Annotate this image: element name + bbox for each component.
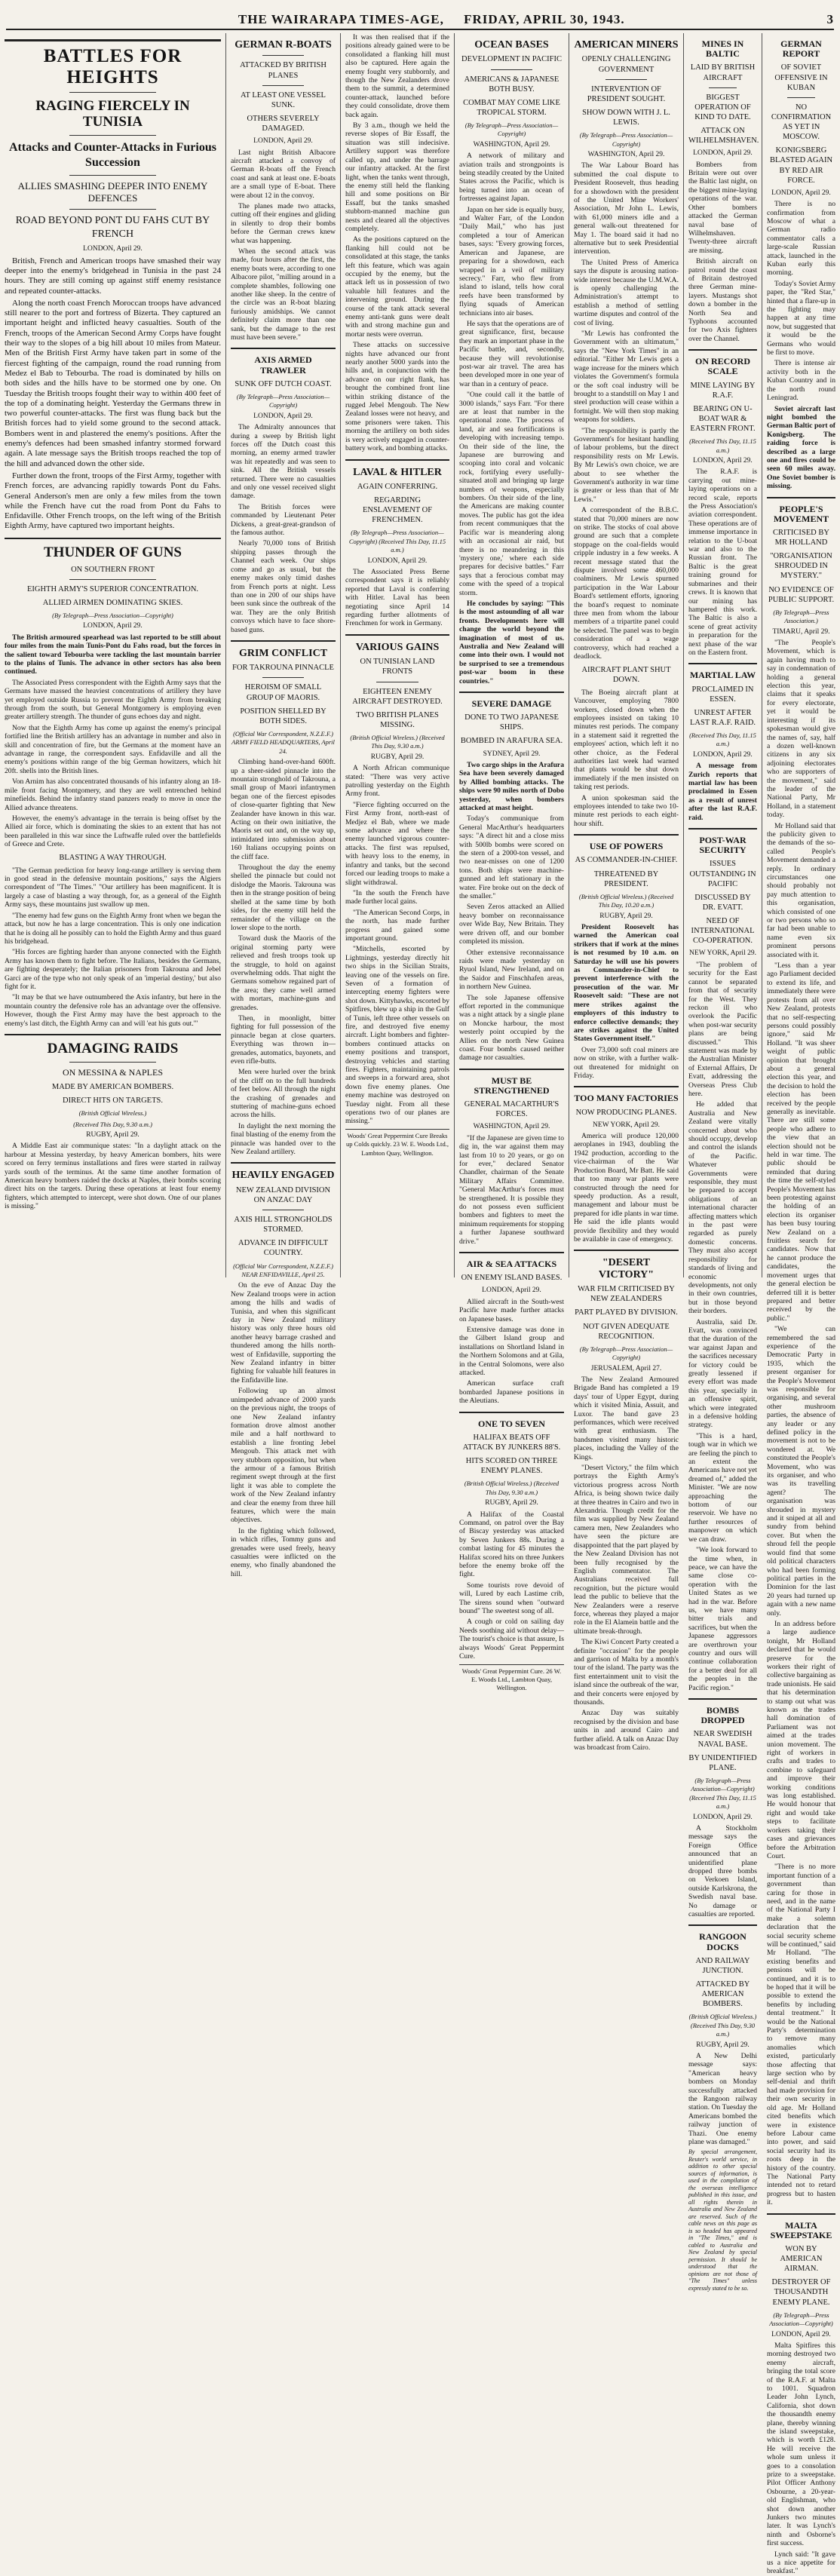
deck: OPENLY CHALLENGING GOVERNMENT <box>581 55 671 74</box>
paragraph: A New Delhi message says: "American heavy bombers on Monday successfully attacked the Rangoon railway station. On Tuesday the Americans bombed the railway junction of Thazi. One enemy plane was damaged." <box>688 2052 757 2147</box>
deck: OF SOVIET OFFENSIVE IN KUBAN <box>774 63 828 92</box>
headline-miners: AMERICAN MINERS <box>574 39 679 51</box>
deck: NOW PRODUCING PLANES. <box>575 1108 677 1117</box>
headline-people: PEOPLE'S MOVEMENT <box>773 503 829 524</box>
paragraph: In daylight the next morning the final blasting of the enemy from the pinnacle was handed over to the New Zealand artillery. <box>231 1121 336 1157</box>
paragraph: "We look forward to the time when, in peace, we can have the same close co-operation with the United States as we had in the war. Before us, we have many bitter trials and sacrifices, but when the Japanese aggressors are overthrown your country and ours will continue collaboration for a better deal for all the peoples in the Pacific region." <box>688 1546 757 1692</box>
lead-dateline: LONDON, April 29. <box>83 245 143 253</box>
deck: NEW ZEALAND DIVISION ON ANZAC DAY <box>235 1185 331 1204</box>
deck: TWO BRITISH PLANES MISSING. <box>356 710 439 729</box>
paragraph: He concludes by saying: "This is the most astounding of all war fronts. Developments here will change the world beyond the imagination of most of us. Australia and New Zealand will come into their own. I would not be surprised to see a tremendous post-war boom in these countries." <box>459 599 564 685</box>
credit: (Official War Correspondent, N.Z.E.F.) ARMY FIELD HEADQUARTERS, April 24. <box>231 729 335 755</box>
dateline: LONDON, April 29. <box>693 1813 753 1821</box>
deck: EIGHTEEN ENEMY AIRCRAFT DESTROYED. <box>352 687 443 706</box>
paragraph: Today's communique from General MacArthur's headquarters says: "A direct hit and a close miss with 500lb bombs were scored on the stern of a 2000-ton vessel, and two near-misses on one of 1200 tons. Both ships were machine-gunned and left stationary in the water. Fire broke out on the deck of the smaller." <box>459 814 564 901</box>
deck: WAR FILM CRITICISED BY NEW ZEALANDERS <box>578 1285 675 1304</box>
article-body <box>459 761 564 812</box>
paragraph: The War Labour Board has submitted the coal dispute to President Roosevelt, thus heading for a showdown with the president of the United Mine Workers' Association, Mr John L. Lewis, with 61,000 miners idle and a general walk-out threatened for May 1. The board said it had no alternative but to seek Presidential intervention. <box>574 161 679 256</box>
deck: AMERICANS & JAPANESE BOTH BUSY. <box>464 75 559 94</box>
credit: (By Telegraph—Press Association—Copyright) (Received This Day, 11.15 a.m.) <box>689 1776 756 1811</box>
headline-various: VARIOUS GAINS <box>355 641 440 653</box>
paragraph: "In the south the French have made further local gains. <box>345 888 449 906</box>
deck: HALIFAX BEATS OFF ATTACK BY JUNKERS 88'S. <box>462 1433 561 1452</box>
paragraph: "This is a hard, tough war in which we are feeling the pinch to an extent the Americans have not yet dreamed of," added the Minister. "We are now approaching the bottom of our reservoir. We have no further resources of manpower on which we can draw. <box>688 1431 757 1544</box>
paragraph: Along the north coast French Moroccan troops have advanced still nearer to the port and fortress of Bizerta. They captured an important height and inflicted heavy casualties. South of the French, troops of the American Second Army Corps have fought their way to the slopes of a big hill about 10 miles from Mateur. Men of the British First Army have taken part in some of the fiercest fighting of the campaign, round the road running from Medez el Bab to Tebourba. The road is dominated by hills on both sides and the hills have to be stormed one by one. On Tuesday the British troops fought their way to within 400 feet of the top of a dominating height. Yesterday the Germans threw in two powerful counter-attacks. The first was flung back but the British forces had to yield some ground to the second attack. Bombers went in and plastered the enemy's positions. After the enemy's defences had been smashed infantry stormed forward again. A late message says the British troops reached the top of the hill and advanced down the other side. <box>5 298 221 468</box>
column-6-content-visible <box>684 33 762 2292</box>
deck: DIRECT HITS ON TARGETS. <box>63 1096 163 1105</box>
deck: GENERAL MACARTHUR'S FORCES. <box>464 1100 559 1119</box>
paragraph: American surface craft bombarded Japanese positions in the Aleutians. <box>459 1379 564 1406</box>
headline-ocean: OCEAN BASES <box>474 39 549 51</box>
deck: KONIGSBERG BLASTED AGAIN BY RED AIR FORCE. <box>769 146 833 185</box>
paragraph: Japan on her side is equally busy, and Walter Farr, of the London "Daily Mail," who has just completed a tour of American bases, says: "Every growing forces, American and Japanese, are preparing for a showdown, each wrapped in a veil of military secrecy." Farr, who flew from island to island, tells how coral reefs have been transformed by flying squads of American technicians into air bases. <box>459 205 564 317</box>
column-5 <box>569 33 684 1753</box>
headline-record: ON RECORD SCALE <box>694 356 750 377</box>
paragraph: Seven Zeros attacked an Allied heavy bomber on reconnaissance over Wide Bay, New Britain. They were driven off, and our bomber completed its mission. <box>459 903 564 946</box>
paragraph: "If the Japanese are given time to dig in, the war against them may last from 10 to 20 years, or go on for ever," declared Senator Chandler, chairman of the Senate Military Affairs Committee. "General MacArthur's forces must be strengthened. It is possible they do not possess even sufficient bombers and fighters to meet the minimum requirements for stopping a further Japanese southward drive." <box>459 1133 564 1246</box>
column-1 <box>0 33 226 1277</box>
paragraph: The Admiralty announces that during a sweep by British light forces off the Dutch coast this morning, an enemy armed trawler was hit repeatedly and was seen to sink. All the British vessels returned. There were no casualties and only one vessel received slight damage. <box>231 423 336 501</box>
credit: (By Telegraph—Press Association—Copyright) <box>579 1345 673 1362</box>
credit: (By Telegraph—Press Association—Copyright) <box>579 131 673 148</box>
paragraph: The New Zealand Armoured Brigade Band has completed a 19 days' tour of Upper Egypt, during which it visited Minia, Assuit, and Luxor. The band gave 23 performances, which were received with great enthusiasm. The bandsmen visited many historic places, including the Valley of the Kings. <box>574 1375 679 1461</box>
paragraph: The planes made two attacks, cutting off their engines and gliding in silently to drop their bombs before the German crews knew what was happening. <box>231 201 336 245</box>
headline-report: GERMAN REPORT <box>780 38 822 60</box>
headline-must: MUST BE STRENGTHENED <box>474 1075 550 1096</box>
credit: (British Official Wireless.) <box>78 1109 147 1118</box>
headline-severe: SEVERE DAMAGE <box>471 698 552 710</box>
paragraph: America will produce 120,000 aeroplanes in 1943, doubling the 1942 production, according to the vice-chairman of the War Production Board, Mr Batt. He said that too many war plants were constructed through the need for speedy production. As a result, management and labour must be prepared for idle plants in war time. He said the idle plants would provide flexibility and they would be available in case of emergency. <box>574 1132 679 1244</box>
paragraph: "Mr Lewis has confronted the Government with an ultimatum," says the "New York Times" in an editorial. "Either Mr Lewis gets a wage increase for the miners which violates the Government's formula or the soft coal industry will be brought to a standstill on May 1 and steel production will cease within a fortnight. We will then stop making weapons for soldiers. <box>574 330 679 425</box>
paragraph: The Kiwi Concert Party created a definite "occasion" for the people and garrison of Malta by a month's tour of the island. The party was the first entertainment unit to visit the island since the outbreak of the war, and their concerts were enjoyed by thousands. <box>574 1638 679 1707</box>
dateline: RUGBY, April 29. <box>370 753 425 761</box>
paragraph: The British forces were commanded by Lieutenant Peter Dickens, a great-great-grandson of the famous author. <box>231 502 336 538</box>
headline-postwar: POST-WAR SECURITY <box>699 835 746 856</box>
deck: ATTACK ON WILHELMSHAVEN. <box>688 127 759 146</box>
headline-martial: MARTIAL LAW <box>689 670 756 681</box>
paragraph: British aircraft on patrol round the coast of Britain destroyed three German mine-layers. Mustangs shot down a bomber in the North Sea and Typhoons accounted for two Axis fighters over the Channel. <box>688 257 757 343</box>
paragraph: President Roosevelt has warned the American coal strikers that if work at the mines is not resumed by 10 a.m. on Saturday he will use his powers as Commander-in-Chief to prevent interference with the prosecution of the war. Mr Roosevelt said: "These are not mere strikes against the employers of this industry to enforce collective demands; they are strikes against the United States Government itself." <box>574 923 679 1044</box>
headline-laval: LAVAL & HITLER <box>353 466 442 478</box>
deck: BIGGEST OPERATION OF KIND TO DATE. <box>694 93 751 121</box>
deck: SHOW DOWN WITH J. L. LEWIS. <box>582 108 670 127</box>
dateline: NEW YORK, April 29. <box>593 1121 660 1129</box>
deck: UNREST AFTER LAST R.A.F. RAID. <box>689 708 756 727</box>
deck: PART PLAYED BY DIVISION. <box>575 1308 678 1317</box>
article-body <box>688 762 757 822</box>
paragraph: The sole Japanese offensive effort reported in the communique was a night attack by a single plane on Moncke harbour, the most westerly point occupied by the Allies on the north New Guinea coast. Four bombs caused neither damage nor casualties. <box>459 993 564 1063</box>
paragraph: Toward dusk the Maoris of the original storming party were relieved and fresh troops took up the struggle, to hold on against overwhelming odds. That night the Germans somehow regained part of the area; they came well armed with mortars, machine-guns and grenades. <box>231 934 336 1012</box>
dateline: LONDON, April 29. <box>693 149 753 158</box>
deck: THREATENED BY PRESIDENT. <box>593 869 659 888</box>
deck: DONE TO TWO JAPANESE SHIPS. <box>464 713 559 732</box>
paragraph: Following up an almost unimpeded advance of 2000 yards on the previous night, the troops of one New Zealand infantry formation drove almost another mile and a half northward to establish a line fronting Jebel Mengoub. This attack met with very stubborn opposition, but when the armour of a famous British regiment swept through at the first light it was able to complete the work of the New Zealand infantry and clear the enemy from three hill features, which were the main objectives. <box>231 1387 336 1525</box>
dateline: LONDON, April 29. <box>253 412 313 420</box>
paragraph: "The German prediction for heavy long-range artillery is serving them in good stead in the defensive mountain positions," says the Algiers correspondent of "The Times." "Our artillery has been magnificent. It is largely a case of blasting a way through, for, as a general of the Eighth Army says, these mountains just swallow up men. <box>5 866 221 909</box>
credit: (British Official Wireless.) (Received This Day, 9.30 a.m.) <box>688 2013 757 2038</box>
credit: (British Official Wireless.) (Received This Day, 9.30 a.m.) <box>350 734 445 750</box>
deck: PROCLAIMED IN ESSEN. <box>691 685 754 704</box>
paragraph: A Stockholm message says the Foreign Office announced that an unidentified plane dropped three bombs on Verkoen Island, outside Karlskrona, the Swedish naval base. No damage or casualties are reported. <box>688 1823 757 1918</box>
paragraph: "The problem of security for the East cannot be separated from that of security for the West. They reckon ill who overlook the Pacific when post-war security plans are being discussed." This statement was made by the Australian Minister of External Affairs, Dr Evatt, addressing the Overseas Press Club here. <box>688 960 757 1098</box>
credit: (By Telegraph—Press Association—Copyright) (Received This Day, 11.15 a.m.) <box>348 529 446 554</box>
paragraph: Malta Spitfires this morning destroyed two enemy aircraft, bringing the total score of the R.A.F. at Malta to 1001. Squadron Leader John Lynch, California, shot down the thousandth enemy plane, thereby winning the island sweepstake, which is worth £128. He will receive the whole sum unless it goes to a consolation prize to a sweepstake. Pilot Officer Anthony Osbourne, a 20-year-old Englishman, who shot down another Junkers two minutes later. It was Lynch's ninth and Osborne's first success. <box>767 2341 835 2548</box>
paragraph: Allied aircraft in the South-west Pacific have made further attacks on Japanese bases. <box>459 1297 564 1323</box>
paragraph: "Less than a year ago Parliament decided to extend its life, and immediately there were protests from all over New Zealand, protests that no self-respecting persons could possibly ignore," said Mr Holland. "It was sheer weight of public opinion that brought about a general election this year, and the decision to hold the election has been received by the people generally as inevitable. There are still some people who adhere to the view that an election should not be held in war time. The public should be reminded that during the time the self-styled People's Movement has been protesting against the holding of an election its organiser has been busy touring New Zealand on a fruitless search for candidates. Now that he cannot produce the candidates, the movement urges that the general election be deferred till it is better prepared and better received by the public." <box>767 961 835 1323</box>
deck: HEROISM OF SMALL GROUP OF MAORIS. <box>244 683 322 702</box>
credit: (Received This Day, 11.15 a.m.) <box>689 731 756 748</box>
dateline: RUGBY, April 29. <box>696 2041 750 2049</box>
article-body <box>5 633 221 676</box>
dateline: LONDON, April 29. <box>693 750 753 759</box>
paragraph: The United Press of America says the dispute is arousing nation-wide interest because the U.M.W.A. is openly challenging the Administration's attempt to establish a method of settling wartime disputes and control of the cost of living. <box>574 258 679 327</box>
paragraph: On the eve of Anzac Day the New Zealand troops were in action among the hills and wadis of Tunisia, and when this significant day in New Zealand military history was only three hours old another heavy barrage crashed and thundered among the hills north-west of Enfidaville, supporting the New Zealand infantry in bitter fighting for valuable hill features in the Enfidaville line. <box>231 1281 336 1385</box>
paragraph: A message from Zurich reports that martial law has been proclaimed in Essen as a result of unrest after the last R.A.F. raid. <box>688 762 757 822</box>
headline-raids: DAMAGING RAIDS <box>47 1040 179 1056</box>
paragraph: By 3 a.m., though we held the reverse slopes of Bir Essaff, the situation was still indecisive. Artillery support was therefore called up, and under the barrage our infantry attacked. At the first light, when the tanks went through, the enemy still held the flanking hill and some positions on Bir Essaff, but the tanks smashed stubborn-manned machine gun nests and cleared all the objectives completely. <box>345 121 449 233</box>
paragraph: Other extensive reconnaissance raids were made yesterday on Ryuol Island, New Ireland, and on the Saidor and Finschhafen areas, in northern New Guinea. <box>459 948 564 992</box>
headline-powers: USE OF POWERS <box>589 841 664 852</box>
deck: NEAR SWEDISH NAVAL BASE. <box>693 1730 753 1749</box>
column-3 <box>341 33 455 1277</box>
deck: WON BY AMERICAN AIRMAN. <box>780 2244 823 2274</box>
paragraph: "It may be that we have outnumbered the Axis infantry, but here in the mountain country the defensive role has an advantage over the offensive. However, though the First Army may have the best approach to the enemy's last ditch, the Eighth Army can and will 'eat his guts out.'" <box>5 993 221 1028</box>
dateline: LONDON, April 29. <box>83 622 143 630</box>
headline-baltic: MINES IN BALTIC <box>701 38 744 60</box>
credit: (Received This Day, 9.30 a.m.) <box>73 1120 152 1128</box>
dateline: LONDON, April 29. <box>482 1286 541 1295</box>
deck: AT LEAST ONE VESSEL SUNK. <box>241 90 326 109</box>
deck: AGAIN CONFERRING. <box>357 482 438 491</box>
paragraph: "We can remembered the sad experience of the Democratic Party in 1935, which the present organiser for the People's Movement was responsible for organising, and several other mushroom parties, the absence of any leader or any defined policy in the movement is not to be wondered at. We constituted the People's Movement, who was its organiser, and who was its travelling agent? The organisation was shrouded in mystery and it sniped at all and sundry from behind cover. But when the shroud fell the people would find that some old political characters who had been forming political parties in the Dominion for the last 20 years had turned up again with a new name only. <box>767 1325 835 1618</box>
paragraph: "The American Second Corps, in the north, has made further progress and gained some important ground. <box>345 908 449 943</box>
headline-rboats: GERMAN R-BOATS <box>235 39 332 51</box>
dateline: TIMARU, April 29. <box>772 627 830 636</box>
deck: BEARING ON U-BOAT WAR & EASTERN FRONT. <box>690 404 756 434</box>
paragraph: "The responsibility is partly the Government's for hesitant handling of labour problems, but the direct responsibility rests on Mr Lewis. By Mr Lewis's own choice, we are about to see whether the Government's authority in war time is greater or less than that of Mr Lewis." <box>574 426 679 504</box>
credit: (Received This Day, 11.15 a.m.) <box>689 437 756 454</box>
deck: DISCUSSED BY DR. EVATT. <box>694 893 751 912</box>
headline-rangoon: RANGOON DOCKS <box>699 1931 746 1952</box>
paragraph: The Associated Press correspondent with the Eighth Army says that the Germans have massed the heaviest concentrations of artillery they have yet employed outside Russia to prevent the Eighth Army from breaking through from the south, but General Montgomery is employing even greater artillery strength. The thunder of guns echoes day and night. <box>5 678 221 722</box>
paragraph: "One could call it the battle of 3000 islands," says Farr. "For there are at least that number in the operational zone. The process of land, air and sea fortifications is developing with increasing tempo. On their side of the line, the Japanese are burrowing and scooping into coral and volcanic rock, fortifying every usefully-situated atoll and bringing up large numbers of weapons, especially bombers. On their side of the line, the Americans are making counter moves. The public has got the idea from recent communiques that the Pacific war is meandering along with an occasional air raid, but there is no meandering in this 'mystery one,' where each side prepares for decisive battles." Farr says that a ferocious combat may come with the speed of a tropical storm. <box>459 391 564 597</box>
column-7 <box>762 33 840 2576</box>
paragraph: Von Arnim has also concentrated thousands of his infantry along an 18-mile front facing Montgomery, and they are well entrenched behind minefields. Behind the infantry stand panzers ready to move in once the Allied advance threatens. <box>5 777 221 812</box>
paragraph: Today's Soviet Army paper, the "Red Star," hinted that a flare-up in the fighting may happen at any time now, but suggested that it would be the Germans who would be first to move. <box>767 279 835 357</box>
paragraph: Bombers from Britain were out over the Baltic last night, on the biggest mine-laying operations of the war. Other bombers attacked the German naval base of Wilhelmshaven. Twenty-three aircraft are missing. <box>688 160 757 255</box>
paragraph: Then, in moonlight, bitter fighting for full possession of the pinnacle began at close quarters. Everything was thrown in—grenades, automatics, bayonets, and even rifle-butts. <box>231 1014 336 1066</box>
paragraph: Nearly 70,000 tons of British shipping passes through the Channel each week. Our ships come and go as usual, but the enemy makes only timid dashes from French ports at night. Less than one in 200 of our ships have been sunk since the outbreak of the war. They are the only British convoys which have to face shore-based guns. <box>231 539 336 634</box>
paragraph: Men were hurled over the brink of the cliff on to the full hundreds of feet below. All through the night the crashing of grenades and stuttering of machine-guns echoed across the hills. <box>231 1068 336 1120</box>
deck: NEED OF INTERNATIONAL CO-OPERATION. <box>691 917 755 946</box>
deck: SUNK OFF DUTCH COAST. <box>235 379 332 388</box>
credit: (British Official Wireless.) (Received This Day, 9.30 a.m.) <box>464 1480 559 1496</box>
dateline: LONDON, April 29. <box>771 2330 831 2338</box>
credit: (By Telegraph—Press Association—Copyright) <box>236 392 330 409</box>
paragraph: A Middle East air communique states: "In a daylight attack on the harbour at Messina yesterday, by heavy American bombers, hits were scored on ferry terminus installations and fires were started in railway yards south of the terminus. At the same time another formation of American heavy bombers raided the docks at Naples, their bombs scoring direct hits on the targets. During these operations at least four enemy fighters, which attempted to intercept, were shot down. One of our planes is missing." <box>5 1142 221 1211</box>
crosshead: AIRCRAFT PLANT SHUT DOWN. <box>581 665 671 684</box>
paragraph: Over 73,000 soft coal miners are now on strike, with a further walk-out threatened for midnight on Friday. <box>574 1045 679 1080</box>
column-4 <box>455 33 569 1692</box>
paragraph: Now that the Eighth Army has come up against the enemy's principal fortified line the British artillery has an advantage in number and also in skill and concentration of fire, but the Germans at the moment have an advantage in range, the correspondent says. Enfidaville and all the enemy's positions within range of the big German howitzers, which hit 20ft. shells into the British lines. <box>5 723 221 775</box>
advertisement: Woods' Great Peppermint Cure. 26 W. E. Woods Ltd., Lambton Quay, Wellington. <box>459 1664 564 1693</box>
deck: ATTACKED BY BRITISH PLANES <box>240 61 326 80</box>
masthead <box>6 11 834 30</box>
paragraph: "The People's Movement, which is again having much to say in condemnation of holding a general election this year, claims that it speaks for every electorate, yet it would be interesting if its spokesman would give the names of, say, half a dozen well-known citizens in any six adjoining electorates who are supporters of the movement," said the leader of the National Party, Mr Holland, in a statement today. <box>767 639 835 820</box>
credit: (By Telegraph—Press Association.) <box>773 608 829 625</box>
paragraph: Throughout the day the enemy shelled the pinnacle but could not dislodge the Maoris. Takrouna was then in the strange position of being shelled at the same time by both sides, for the enemy still held the remainder of the village on the lower slope to the north. <box>231 863 336 932</box>
dateline: LONDON, April 29. <box>253 137 313 146</box>
deck: MADE BY AMERICAN BOMBERS. <box>51 1082 174 1091</box>
paragraph: Anzac Day was suitably recognised by the division and base units in and around Cairo and further afield. A talk on Anzac Day was broadcast from Cairo. <box>574 1709 679 1753</box>
headline-desert: "DESERT VICTORY" <box>598 1257 655 1280</box>
deck: ON MESSINA & NAPLES <box>62 1066 164 1078</box>
deck: EIGHTH ARMY'S SUPERIOR CONCENTRATION. <box>26 584 199 593</box>
dateline: LONDON, April 29. <box>771 189 831 197</box>
dateline: SYDNEY, April 29. <box>483 750 541 758</box>
paragraph: He says that the operations are of great significance, first, because they mark an important phase in the Pacific battle, and, secondly, because they will revolutionise post-war air travel. The area has been developed more in one year of war than in a century of peace. <box>459 319 564 388</box>
deck: LAID BY BRITISH AIRCRAFT <box>690 63 756 82</box>
article-body <box>459 600 564 685</box>
deck: AXIS HILL STRONGHOLDS STORMED. <box>234 1216 333 1234</box>
deck: BOMBED IN ARAFURA SEA. <box>460 737 563 746</box>
paragraph: British, French and American troops have smashed their way deeper into the enemy's bridgehead in Tunisia in the past 24 hours. They are still coming up against stiff enemy resistance and repeated counter-attacks. <box>5 256 221 296</box>
copyright-notice: By special arrangement, Reuter's world service, in addition to other special sources of information, is used in the compilation of the overseas intelligence published in this issue, and all rights therein in Australia and New Zealand are reserved. Such of the cable news on this page as is so headed has appeared in "The Times," and is cabled to Australia and New Zealand by special permission. It should be understood that the opinions are not those of "The Times" unless expressly stated to be so. <box>688 2148 757 2292</box>
deck: OTHERS SEVERELY DAMAGED. <box>247 114 320 133</box>
paragraph: A correspondent of the B.B.C. stated that 70,000 miners are now on strike. The stocks of coal above ground are such that a complete stoppage on the coal-fields would cripple industry in a few weeks. A recent message stated that the dispute involved some 460,000 coalminers. Mr Lewis spurned participation in the War Labour Board's settlement efforts, ignoring the board's request to nominate three men from whom the labour members of a tripartite panel could be selected. The panel was to begin consideration of a wage controversy, which had reached a deadlock. <box>574 506 679 661</box>
advertisement: Woods' Great Peppermint Cure Breaks up Colds quickly. 23 W. E. Woods Ltd., Lambton Quay, Wellington. <box>345 1129 449 1158</box>
paragraph: The British armoured spearhead was last reported to be still about four miles from the main Tunis-Pont du Fahs road, but the forces in the salient toward Tebourba were tackling the last mountain barrier to the plains of Tunis. The advance in other sectors has also been continued. <box>5 633 221 676</box>
deck: FOR TAKROUNA PINNACLE <box>232 664 334 673</box>
headline-trawler: AXIS ARMED TRAWLER <box>254 354 312 376</box>
deck: REGARDING ENSLAVEMENT OF FRENCHMEN. <box>362 496 433 525</box>
dateline: WASHINGTON, April 29. <box>473 140 550 149</box>
paragraph: He added that Australia and New Zealand were vitally concerned about who should occupy, develop and control the islands of the Pacific. Whatever Governments were responsible, they must be prepared to accept obligations of an international character affecting matters which in the past were regarded as purely domestic concerns. They must also accept responsibility for standards of living and economic developments, not only in their own countries, but in those beyond their borders. <box>688 1100 757 1316</box>
lead-deck-3: ROAD BEYOND PONT DU FAHS CUT BY FRENCH <box>15 215 210 240</box>
paragraph: "The enemy had few guns on the Eighth Army front when we began the attack, but now he has a large concentration. This is only one indication that he is doing all he possibly can to hold the Eighth Army and thus guard his bridgehead. <box>5 911 221 946</box>
deck: POSITION SHELLED BY BOTH SIDES. <box>240 707 326 725</box>
paragraph: When the second attack was made, four hours after the first, the enemy boats were, according to one Albacore pilot, "milling around in a complete shambles, following one another like sheep. In the centre of the circle was an R-boat blazing furiously amidships. We cannot definitely claim more than one sank, but the damage to the rest must have been severe." <box>231 247 336 342</box>
deck: COMBAT MAY COME LIKE TROPICAL STORM. <box>463 98 560 117</box>
dateline: LONDON, April 29. <box>367 557 428 565</box>
paragraph: Mr Holland said that the publicity given to the demands of the so-called People's Movement demanded a reply. In ordinary circumstances one should probably not pay much attention to this organisation, which consisted of one or two persons who so far had been unable to name even six prominent persons associated with it. <box>767 821 835 959</box>
deck: INTERVENTION OF PRESIDENT SOUGHT. <box>587 84 666 103</box>
lead-deck: Attacks and Counter-Attacks in Furious Succession <box>9 140 216 169</box>
headline-seven: ONE TO SEVEN <box>478 1418 545 1429</box>
deck: ON ENEMY ISLAND BASES. <box>461 1274 563 1283</box>
dateline: WASHINGTON, April 29. <box>587 150 665 158</box>
dateline: NEW YORK, April 29. <box>689 949 756 958</box>
headline-factories: TOO MANY FACTORIES <box>574 1093 679 1104</box>
headline-airsea: AIR & SEA ATTACKS <box>466 1259 557 1270</box>
headline-grim: GRIM CONFLICT <box>238 647 328 659</box>
lead-subhead: RAGING FIERCELY IN TUNISIA <box>35 98 190 130</box>
article-body <box>574 923 679 1044</box>
article-body <box>767 405 835 491</box>
credit: (British Official Wireless.) (Received This Day, 10.20 a.m.) <box>578 892 674 909</box>
deck: HITS SCORED ON THREE ENEMY PLANES. <box>465 1457 558 1476</box>
deck: MINE LAYING BY R.A.F. <box>690 381 756 400</box>
credit: (By Telegraph—Press Association—Copyright) <box>464 121 559 138</box>
dateline: LONDON, April 29. <box>693 457 753 465</box>
paragraph: Lynch said: "It gave us a nice appetite for breakfast." <box>767 2550 835 2576</box>
deck: ATTACKED BY AMERICAN BOMBERS. <box>695 1980 750 2009</box>
headline-heavily: HEAVILY ENGAGED <box>231 1170 335 1182</box>
deck: NO CONFIRMATION AS YET IN MOSCOW. <box>771 103 832 142</box>
deck: BY UNIDENTIFIED PLANE. <box>688 1753 757 1772</box>
paragraph: A union spokesman said the employees intended to take two 10-minute rest periods to each eight-hour shift. <box>574 793 679 828</box>
paragraph: "There is no more important function of a government than caring for those in need, and in the name of the National Party I make a solemn declaration that the social security scheme will be continued," said Mr Holland. "The existing benefits and pensions will be continued, and it is to be hoped that it will be possible to extend the benefits by including dental treatment." It would be the National Party's determination to remove many anomalies which existed, particularly those affecting that large section who by self-denial and thrift had made provision for their own security in old age. Mr Holland cited benefits which were in existence before Labour came into power, and said social security had its roots deep in the history of the country. The National Party intended not to retard progress but to hasten it. <box>767 1863 835 2207</box>
paragraph: These attacks on successive nights have advanced our front nearly another 5000 yards into the hills and, in conjunction with the advance on our right flank, has brought the combined front line within striking distance of the rugged Jebel Mengoub. The New Zealand losses were not heavy, and some prisoners were taken. This morning the artillery on both sides is very actively engaged in counter-battery work, and bombing attacks. <box>345 341 449 453</box>
paragraph: "Desert Victory," the film which portrays the Eighth Army's victorious progress across North Africa, is being shown twice daily at three theatres in Cairo and two in Alexandria. Though credit for the film was supplied by New Zealand camera men, New Zealanders who have seen the picture are disappointed that the part played by the New Zealand Division has not been fully recognised by the English commentator. The Australians received full recognition, but the picture would lead the public to believe that the New Zealanders were a reserve force, whereas they played a major role in the El Alamein battle and the ultimate break-through. <box>574 1464 679 1636</box>
credit: (Official War Correspondent, N.Z.E.F.) NEAR ENFIDAVILLE, April 25. <box>233 1262 333 1279</box>
lead-deck-2: ALLIES SMASHING DEEPER INTO ENEMY DEFENCES <box>17 179 208 204</box>
credit: (By Telegraph—Press Association—Copyright) <box>769 2311 833 2328</box>
paragraph: The R.A.F. is carrying out mine-laying operations on a record scale, reports the Press Association's aviation correspondent. These operations are of immense importance in relation to the U-boat war and also to the Russian front. The Baltic is the great training ground for submarines and their crews. It is known that our mining has hampered this work. The Baltic is also a scene of great activity in preparation for the next phase of the war on the Eastern front. <box>688 468 757 657</box>
dateline: RUGBY, April 29. <box>86 1130 139 1139</box>
paragraph: Climbing hand-over-hand 600ft. up a sheer-sided pinnacle into the mountain stronghold of Takrouna, a small group of Maori infantrymen began one of the fiercest episodes of close-quarter fighting that New Zealander have known in this war. Acting on their own initiative, the Maoris set out and, on the way up, intimidated into submission about 160 Italians occupying points on the cliff face. <box>231 758 336 861</box>
paragraph: There is intense air activity both in the Kuban Country and in the north round Leningrad. <box>767 359 835 403</box>
dateline: RUGBY, April 29. <box>485 1499 538 1507</box>
page-number: 3 <box>826 12 834 26</box>
paragraph: It was then realised that if the positions already gained were to be consolidated a flanking hill must also be captured. Here again the enemy fought very stubbornly, and though the New Zealanders drove them to the summit, a determined counter-attack, launched before they could consolidate, drove them back again. <box>345 33 449 119</box>
paragraph: Last night British Albacore aircraft attacked a convoy of German R-boats off the French coast and sank at least one. E-boats are a small type of E-boat. There were about 12 in the convoy. <box>231 148 336 200</box>
paragraph: There is no confirmation from Moscow of what a German radio commentator calls a large-scale Russian attack, launched in the Kuban early this morning. <box>767 200 835 278</box>
paragraph: A network of military and aviation trails and strongpoints is being steadily created by the United States across the Pacific, which is being turned into an ocean of fortresses against Japan. <box>459 152 564 204</box>
headline-thunder: THUNDER OF GUNS <box>44 544 182 560</box>
paragraph: Extensive damage was done in the Gilbert Island group and installations on Shortland Island in the Northern Solomons and at Gila, in the Central Solomons, were also attacked. <box>459 1326 564 1378</box>
dateline: JERUSALEM, April 27. <box>590 1364 662 1372</box>
credit: (By Telegraph—Press Association—Copyright) <box>52 611 173 619</box>
column-2 <box>226 33 341 1578</box>
paragraph: The Associated Press Berne correspondent says it is reliably reported that Laval is conferring with Hitler. Laval has been negotiating since April 14 regarding further allotments of Frenchmen for work in Germany. <box>345 568 449 628</box>
masthead-title: THE WAIRARAPA TIMES-AGE, FRIDAY, APRIL 30, 1943. <box>238 12 625 26</box>
headline-bombs: BOMBS DROPPED <box>701 1705 745 1726</box>
paragraph: Further down the front, troops of the First Army, together with French forces, are advancing rapidly towards Pont du Fahs. General Anderson's men are only a few miles from the town while the French have cut the road from Pont du Fahs to Enfidaville. Other French troops, on the left wing of the British Eighth Army, have captured two important heights. <box>5 471 221 531</box>
deck: DEVELOPMENT IN PACIFIC <box>461 55 562 64</box>
paragraph: "Mitchells, escorted by Lightnings, yesterday directly hit two ships in the Sicilian Straits, leaving one of the vessels on fire. Seven of a formation of intercepting enemy fighters were shot down. Kittyhawks, escorted by Spitfires, blew up a ship in the Gulf of Tunis, left three other vessels on fire, and destroyed five enemy aircraft. Light bombers and fighter-bombers continued attacks on enemy positions and transport, destroying vehicles and starting fires. Fighters, maintaining patrols and sweeps in a forward area, shot down five enemy planes. One enemy machine was destroyed on Tuesday night. From all these operations two of our planes are missing." <box>345 945 449 1126</box>
paragraph: A cough or cold on sailing day Needs soothing aid without delay— The tourist's choice is that assure, Is always Woods' Great Peppermint Cure. <box>459 1618 564 1661</box>
deck: AND RAILWAY JUNCTION. <box>695 1956 750 1975</box>
headline-malta: MALTA SWEEPSTAKE <box>770 2219 832 2240</box>
paragraph: In an address before a large audience tonight, Mr Holland declared that he would preserve for the workers their right of collective bargaining as trade unionists. He said that his determination to stamp out what was known as the trades hall domination of Parliament was not aimed at the trades union movement. The right of workers in crafts and trades to combine to safeguard and improve their working conditions was long established. He would honour that right and would take steps to facilitate workers taking their cases and grievances before the Arbitration Court. <box>767 1619 835 1860</box>
paragraph: A Halifax of the Coastal Command, on patrol over the Bay of Biscay yesterday was attacked by Seven Junkers 88s. During a combat lasting for 45 minutes the Halifax scored hits on three Junkers before the enemy broke off the fight. <box>459 1510 564 1579</box>
paragraph: "His forces are fighting harder than anyone connected with the Eighth Army has known them to fight before. The Italians, besides the Germans, are fighting desperately; the Italian prisoners from Takrouna and Jebel Garci are of the type who not only speak of an 'imperial destiny,' but also fight for it. <box>5 948 221 991</box>
deck: AS COMMANDER-IN-CHIEF. <box>575 856 678 865</box>
deck: DESTROYER OF THOUSANDTH ENEMY PLANE. <box>771 2278 831 2307</box>
deck: ON SOUTHERN FRONT <box>71 565 155 574</box>
deck: ADVANCE IN DIFFICULT COUNTRY. <box>238 1239 328 1258</box>
paragraph: Some tourists rove devoid of will, Lured by each Lastime crib, The sirens sound when "outward bound" The sweetest song of all. <box>459 1581 564 1616</box>
deck: ALLIED AIRMEN DOMINATING SKIES. <box>42 598 183 607</box>
dateline: WASHINGTON, April 29. <box>473 1123 550 1131</box>
deck: NO EVIDENCE OF PUBLIC SUPPORT. <box>768 585 835 604</box>
deck: NOT GIVEN ADEQUATE RECOGNITION. <box>583 1322 670 1341</box>
deck: ON TUNISIAN LAND FRONTS <box>360 658 435 676</box>
lead-article <box>5 256 221 532</box>
lead-headline: BATTLES FOR HEIGHTS <box>5 39 221 87</box>
paragraph: "Fierce fighting occurred on the First Army front, north-east of Medjez el Bab, where we made some advance and where the enemy launched vigorous counter-attacks. The first was repulsed, with heavy loss to the enemy, in infantry and tanks, but the second forced our leading troops to make a slight withdrawal. <box>345 800 449 887</box>
paragraph: The Boeing aircraft plant at Vancouver, employing 7800 workers, closed down when the employees insisted on taking 10 minutes rest periods. The company in a statement said it regretted the employees' action, which left it no other choice, as the Federal authorities last week had warned that plants would be shut down immediately if the men insisted on taking rest periods. <box>574 688 679 792</box>
deck: CRITICISED BY MR HOLLAND <box>773 528 829 547</box>
paragraph: A North African communique stated: "There was very active patrolling yesterday on the Eighth Army front. <box>345 764 449 799</box>
dateline: RUGBY, April 29. <box>599 912 653 920</box>
crosshead: BLASTING A WAY THROUGH. <box>59 853 167 862</box>
paragraph: Soviet aircraft last night bombed the German Baltic port of Konigsberg. The raiding force is described as a large one and fires could be seen 60 miles away. One Soviet bomber is missing. <box>767 404 835 491</box>
paragraph: Australia, said Dr. Evatt, was convinced that the duration of the war against Japan and the sacrifices necessary for victory could be greatly lessened if every effort was made this year, specially in an offensive spirit, which were integrated in a defensive holding strategy. <box>688 1317 757 1430</box>
deck: "ORGANISATION SHROUDED IN MYSTERY." <box>770 552 832 581</box>
paragraph: As the positions captured on the flanking hill could not be consolidated at this stage, the tanks left this feature, which was again occupied by the enemy, but the attack left us in possession of two valuable hill features and the intervening ground. During the course of the tank attack several enemy anti-tank guns were dealt with and strong machine gun and mortar nests were overrun. <box>345 235 449 339</box>
paragraph: However, the enemy's advantage in the terrain is being offset by the Allied air force, which is dominating the skies to an extent that has not been paralleled in this war since the Luftwaffe ruled over the battlefields of Greece and Crete. <box>5 814 221 849</box>
paragraph: In the fighting which followed, in which rifles, Tommy guns and grenades were used freely, heavy casualties were inflicted on the enemy, who finally abandoned the hill. <box>231 1526 336 1578</box>
paragraph: Two cargo ships in the Arafura Sea have been severely damaged by Allied bombing attacks. The ships were 90 miles north of Dobo yesterday, when bombers attacked at mast height. <box>459 760 564 813</box>
deck: ISSUES OUTSTANDING IN PACIFIC <box>689 860 756 888</box>
